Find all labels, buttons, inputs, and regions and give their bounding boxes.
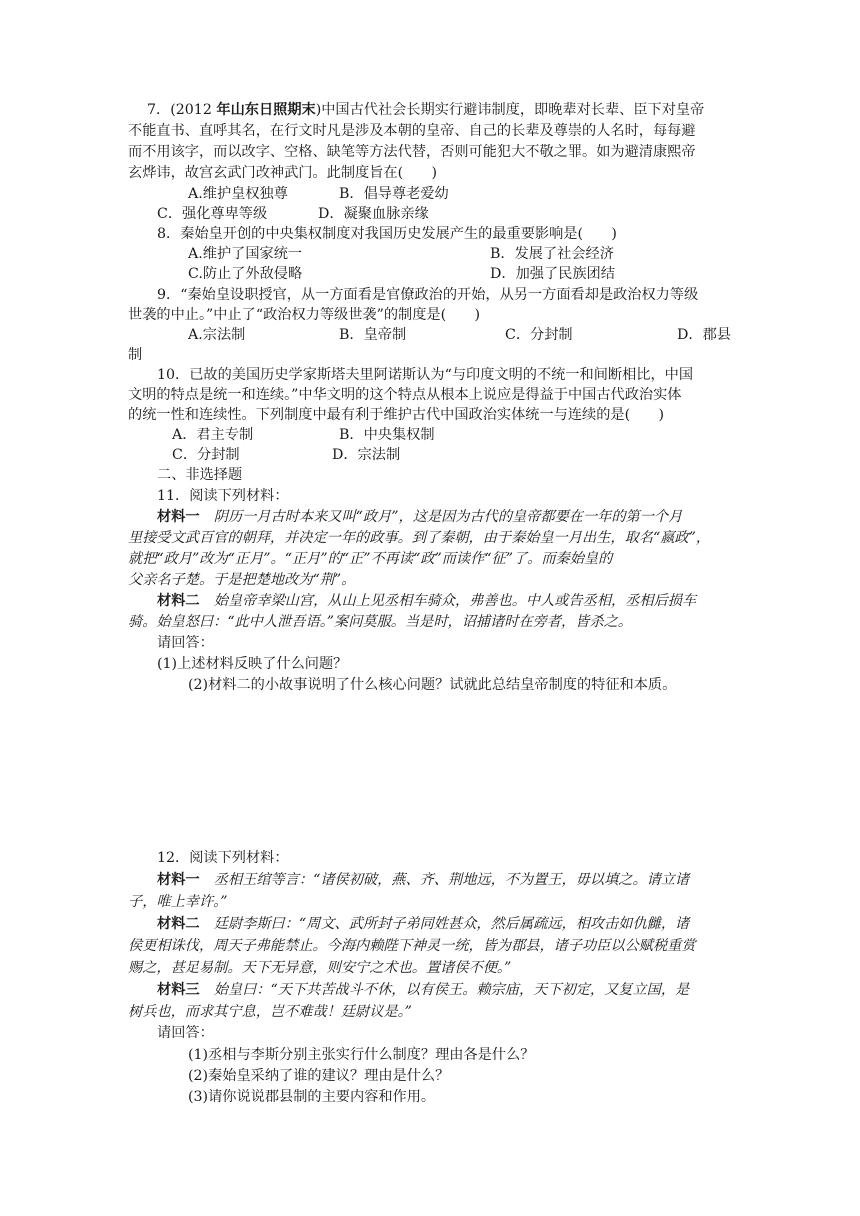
question-7-option-d: D．凝聚血脉亲缘	[318, 206, 429, 222]
section-heading-non-choice: 二、非选择题	[157, 467, 243, 483]
question-7-line-2: 不能直书、直呼其名，在行文时凡是涉及本朝的皇帝、自己的长辈及尊崇的人名时，每每避	[128, 123, 696, 139]
material-text: 阴历一月古时本来又叫“政月”，这是因为古代的皇帝都要在一年的第一个月	[199, 509, 683, 525]
question-12-material-2-line-3: 赐之，甚足易制。天下无异意，则安宁之术也。置诸侯不便。”	[128, 960, 512, 976]
question-11-material-2-line-1	[157, 591, 696, 611]
question-11-material-1-line-4: 父亲名子楚。于是把楚地改为“荆”。	[128, 572, 356, 588]
question-12-material-1-line-2: 子，唯上幸许。”	[128, 894, 228, 910]
question-8-line-1: 8．秦始皇开创的中央集权制度对我国历史发展产生的最重要影响是( )	[157, 226, 617, 242]
question-11-ask: 请回答：	[157, 635, 214, 651]
question-11-material-1-line-1	[157, 507, 682, 527]
question-12-ask: 请回答：	[157, 1025, 214, 1041]
question-7-line-3: 而不用该字，而以改字、空格、缺笔等方法代替，否则可能犯大不敬之罪。如为避清康熙帝	[128, 144, 696, 160]
question-9-line-1: 9．“秦始皇设职授官，从一方面看是官僚政治的开始，从另一方面看却是政治权力等级	[157, 287, 699, 303]
question-10-line-1: 10．已故的美国历史学家斯塔夫里阿诺斯认为“与印度文明的不统一和间断相比，中国	[157, 367, 694, 383]
material-text: 廷尉李斯曰：“周文、武所封子弟同姓甚众，然后属疏远，相攻击如仇雠，诸	[199, 916, 690, 932]
question-10-option-c: C．分封制	[172, 447, 240, 463]
question-7-stem-start: )中国古代社会长期实行避讳制度，即晚辈对长辈、臣下对皇帝	[315, 102, 705, 118]
question-8-option-c: C.防止了外敌侵略	[188, 266, 303, 282]
question-11-title: 11．阅读下列材料：	[157, 488, 289, 504]
question-11-material-1-line-3: 就把“政月”改为“正月”。“正月”的“正”不再读“政”而读作“征”了。而秦始皇的	[128, 551, 613, 567]
question-7-option-a: A.维护皇权独尊	[188, 186, 288, 202]
question-7-number: 7．(2012	[147, 102, 217, 118]
question-7-option-c: C．强化尊卑等级	[157, 206, 268, 222]
question-10-option-a: A．君主专制	[172, 427, 254, 443]
material-text: 始皇帝幸梁山宫，从山上见丞相车骑众，弗善也。中人或告丞相，丞相后损车	[199, 593, 697, 609]
question-9-option-c: C．分封制	[505, 327, 573, 343]
question-12-title: 12．阅读下列材料：	[157, 850, 289, 866]
question-8-option-d: D．加强了民族团结	[490, 266, 615, 282]
material-label: 材料二	[157, 593, 200, 609]
question-12-sub-2: (2)秦始皇采纳了谁的建议？理由是什么？	[188, 1068, 450, 1084]
question-12-material-2-line-1	[157, 914, 689, 934]
question-8-option-a: A.维护了国家统一	[188, 246, 303, 262]
question-11-material-2-line-2: 骑。始皇怒曰：“此中人泄吾语。”案问莫服。当是时，诏捕诸时在旁者，皆杀之。	[128, 614, 632, 630]
question-7-source: 年山东日照期末	[216, 102, 316, 118]
material-text: 丞相王绾等言：“诸侯初破，燕、齐、荆地远，不为置王，毋以填之。请立诸	[199, 872, 690, 888]
question-11-sub-2: (2)材料二的小故事说明了什么核心问题？试就此总结皇帝制度的特征和本质。	[188, 677, 677, 693]
question-7-line-4: 玄烨讳，故宫玄武门改神武门。此制度旨在( )	[128, 165, 438, 181]
question-10-option-d: D．宗法制	[332, 447, 401, 463]
question-7-line-1	[147, 100, 704, 120]
question-9-option-d: D．郡县	[677, 327, 731, 343]
question-12-material-3-line-1	[157, 980, 689, 1000]
question-12-material-3-line-2: 树兵也，而求其宁息，岂不难哉！廷尉议是。”	[128, 1004, 412, 1020]
question-12-sub-1: (1)丞相与李斯分别主张实行什么制度？理由各是什么？	[188, 1047, 535, 1063]
material-text: 始皇曰：“天下共苦战斗不休，以有侯王。赖宗庙，天下初定，又复立国，是	[199, 982, 690, 998]
material-label: 材料二	[157, 916, 200, 932]
question-10-line-3: 的统一性和连续性。下列制度中最有利于维护古代中国政治实体统一与连续的是( )	[128, 407, 665, 423]
material-label: 材料一	[157, 872, 200, 888]
question-12-sub-3: (3)请你说说郡县制的主要内容和作用。	[188, 1089, 436, 1105]
question-11-sub-1: (1)上述材料反映了什么问题？	[157, 656, 348, 672]
question-10-option-b: B．中央集权制	[339, 427, 435, 443]
question-10-line-2: 文明的特点是统一和连续。”中华文明的这个特点从根本上说应是得益于中国古代政治实体	[128, 387, 682, 403]
question-11-material-1-line-2: 里接受文武百官的朝拜，并决定一年的政事。到了秦朝，由于秦始皇一月出生，取名“嬴政”，	[128, 530, 711, 546]
material-label: 材料三	[157, 982, 200, 998]
material-label: 材料一	[157, 509, 200, 525]
question-9-option-d-tail: 制	[128, 347, 143, 363]
question-7-option-b: B．倡导尊老爱幼	[339, 186, 449, 202]
question-9-line-2: 世袭的中止。”中止了“政治权力等级世袭”的制度是( )	[128, 307, 481, 323]
question-8-option-b: B．发展了社会经济	[490, 246, 614, 262]
question-12-material-1-line-1	[157, 870, 689, 890]
question-9-option-b: B．皇帝制	[339, 327, 407, 343]
question-12-material-2-line-2: 侯更相诛伐，周天子弗能禁止。今海内赖陛下神灵一统，皆为郡县，诸子功臣以公赋税重赏	[128, 938, 696, 954]
question-9-option-a: A.宗法制	[188, 327, 246, 343]
